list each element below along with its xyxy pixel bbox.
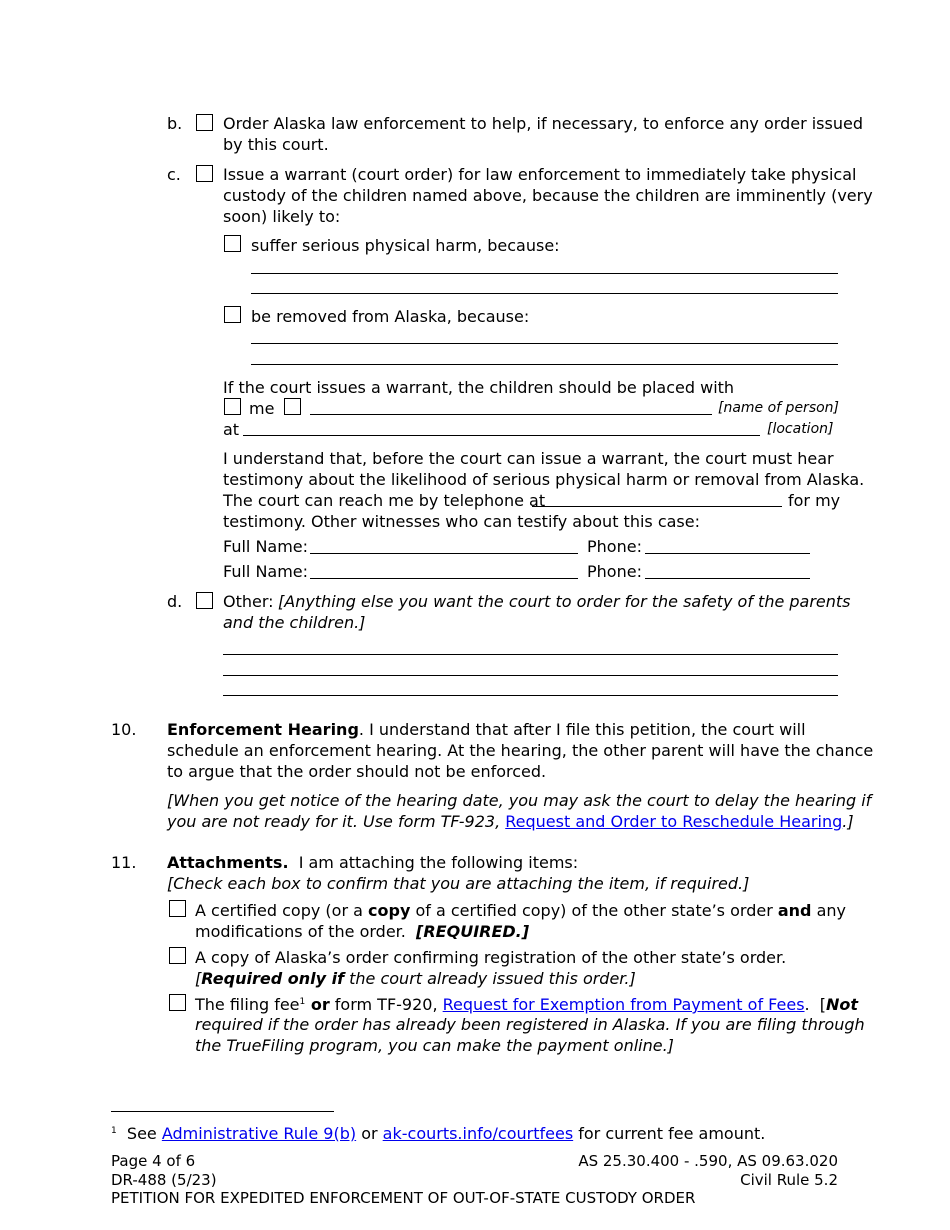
attachment-3-not: Not xyxy=(826,995,859,1014)
item-c-checkbox[interactable] xyxy=(196,165,213,182)
attachment-3-text-a: The filing fee xyxy=(195,995,300,1014)
item-c-text: Issue a warrant (court order) for law enforcement to immediately take physical xyxy=(223,165,857,184)
person-name-field[interactable] xyxy=(310,414,712,415)
attachment-2-line-2 xyxy=(195,968,636,989)
attachment-3-or: or xyxy=(305,995,330,1014)
witness-2-phone-field[interactable] xyxy=(645,578,810,579)
section-10-line-3: to argue that the order should not be enforced. xyxy=(167,762,547,781)
item-d-letter: d. xyxy=(167,592,183,611)
administrative-rule-link[interactable]: Administrative Rule 9(b) xyxy=(161,1124,357,1143)
footnote-ref: 1 xyxy=(299,997,306,1007)
section-10-note-end: .] xyxy=(842,812,854,831)
item-c-text-2: custody of the children named above, because the children are imminently (very xyxy=(223,186,873,205)
section-11-line-1 xyxy=(167,852,578,873)
testimony-text-1: I understand that, before the court can issue a warrant, the court must hear xyxy=(223,449,834,468)
footnote xyxy=(111,1123,765,1144)
removed-label: be removed from Alaska, because: xyxy=(251,307,530,326)
footnote-text-b: or xyxy=(356,1124,383,1143)
witness-1-name-label: Full Name: xyxy=(223,537,309,556)
attachment-1-required: [REQUIRED.] xyxy=(416,922,530,941)
footnote-marker: 1 xyxy=(111,1126,117,1136)
witness-2-phone-label: Phone: xyxy=(587,562,642,581)
attachment-3-line-1 xyxy=(195,994,858,1015)
name-hint: [name of person] xyxy=(718,400,840,416)
reschedule-hearing-link[interactable]: Request and Order to Reschedule Hearing xyxy=(505,812,843,831)
section-10-number: 10. xyxy=(111,720,137,739)
harm-checkbox[interactable] xyxy=(224,235,241,252)
telephone-field[interactable] xyxy=(532,506,782,507)
attachment-2-required-only: Required only if xyxy=(201,969,345,988)
testimony-text-2: testimony about the likelihood of serious physical harm or removal from Alaska. xyxy=(223,470,865,489)
me-label: me xyxy=(249,399,275,418)
footer-title: PETITION FOR EXPEDITED ENFORCEMENT OF OUT-OF-STATE CUSTODY ORDER xyxy=(111,1189,696,1207)
other-line-3[interactable] xyxy=(223,695,838,696)
attachment-3-text-d: . [ xyxy=(804,995,827,1014)
attachment-1-line-2-text: modifications of the order. xyxy=(195,922,417,941)
placed-with-me-checkbox[interactable] xyxy=(224,398,241,415)
section-11-number: 11. xyxy=(111,853,137,872)
item-b-text: Order Alaska law enforcement to help, if necessary, to enforce any order issued xyxy=(223,114,863,133)
item-d-checkbox[interactable] xyxy=(196,592,213,609)
item-d-label: Other: xyxy=(223,592,274,611)
footnote-text-c: for current fee amount. xyxy=(573,1124,766,1143)
testimony-text-3: The court can reach me by telephone at xyxy=(223,491,546,510)
attachment-1-checkbox[interactable] xyxy=(169,900,186,917)
fee-exemption-link[interactable]: Request for Exemption from Payment of Fees xyxy=(442,995,805,1014)
placed-with-other-checkbox[interactable] xyxy=(284,398,301,415)
harm-reason-line-2[interactable] xyxy=(251,293,838,294)
section-10-note-1: [When you get notice of the hearing date, you may ask the court to delay the hearing if xyxy=(167,791,872,810)
testimony-text-4: testimony. Other witnesses who can testify about this case: xyxy=(223,512,700,531)
section-10-note-2 xyxy=(167,811,854,832)
attachment-1-text-c: of a certified copy) of the other state’s order xyxy=(410,901,778,920)
harm-reason-line-1[interactable] xyxy=(251,273,838,274)
section-11-heading: Attachments. xyxy=(167,853,289,872)
removed-checkbox[interactable] xyxy=(224,306,241,323)
attachment-1-text-b: copy xyxy=(368,901,411,920)
at-label: at xyxy=(223,420,240,439)
placed-with-text: If the court issues a warrant, the children should be placed with xyxy=(223,378,735,397)
item-b-letter: b. xyxy=(167,114,183,133)
item-b-checkbox[interactable] xyxy=(196,114,213,131)
attachment-2-line-1: A copy of Alaska’s order confirming registration of the other state’s order. xyxy=(195,948,787,967)
item-c-text-3: soon) likely to: xyxy=(223,207,341,226)
harm-label: suffer serious physical harm, because: xyxy=(251,236,560,255)
attachment-1-line-1 xyxy=(195,900,846,921)
attachment-3-line-3: the TrueFiling program, you can make the payment online.] xyxy=(195,1036,674,1055)
witness-2-name-label: Full Name: xyxy=(223,562,309,581)
item-b-text-2: by this court. xyxy=(223,135,329,154)
removed-reason-line-1[interactable] xyxy=(251,343,838,344)
witness-1-name-field[interactable] xyxy=(310,553,578,554)
footer-rule: Civil Rule 5.2 xyxy=(740,1171,838,1189)
location-hint: [location] xyxy=(767,421,834,437)
attachment-2-line-2-text: the court already issued this order.] xyxy=(344,969,636,988)
other-line-2[interactable] xyxy=(223,675,838,676)
attachment-3-line-2: required if the order has already been registered in Alaska. If you are filing through xyxy=(195,1015,865,1034)
section-11-instruction: [Check each box to confirm that you are attaching the item, if required.] xyxy=(167,874,750,893)
footer-page: Page 4 of 6 xyxy=(111,1152,196,1170)
footer-statutes: AS 25.30.400 - .590, AS 09.63.020 xyxy=(578,1152,838,1170)
removed-reason-line-2[interactable] xyxy=(251,364,838,365)
footnote-text-a: See xyxy=(126,1124,162,1143)
section-10-heading: Enforcement Hearing xyxy=(167,720,359,739)
courtfees-link[interactable]: ak-courts.info/courtfees xyxy=(382,1124,574,1143)
witness-1-phone-label: Phone: xyxy=(587,537,642,556)
attachment-1-text-e: any xyxy=(811,901,846,920)
attachment-3-checkbox[interactable] xyxy=(169,994,186,1011)
attachment-2-checkbox[interactable] xyxy=(169,947,186,964)
attachment-2-bracket: [ xyxy=(195,969,202,988)
item-c-letter: c. xyxy=(167,165,181,184)
attachment-1-text-d: and xyxy=(777,901,812,920)
item-d-hint-2: and the children.] xyxy=(223,613,366,632)
testimony-text-3b: for my xyxy=(788,491,841,510)
section-11-intro: I am attaching the following items: xyxy=(288,853,579,872)
witness-2-name-field[interactable] xyxy=(310,578,578,579)
section-10-note-text: you are not ready for it. Use form TF-923, xyxy=(167,812,506,831)
location-field[interactable] xyxy=(243,435,760,436)
attachment-3-text-c: form TF-920, xyxy=(329,995,443,1014)
footer-form-id: DR-488 (5/23) xyxy=(111,1171,217,1189)
section-10-line-2: schedule an enforcement hearing. At the hearing, the other parent will have the chance xyxy=(167,741,874,760)
attachment-1-line-2 xyxy=(195,921,529,942)
witness-1-phone-field[interactable] xyxy=(645,553,810,554)
footnote-divider xyxy=(111,1111,334,1112)
other-line-1[interactable] xyxy=(223,654,838,655)
attachment-1-text-a: A certified copy (or a xyxy=(195,901,369,920)
section-10-line-1 xyxy=(167,719,806,740)
section-10-text: . I understand that after I file this petition, the court will xyxy=(358,720,806,739)
item-d-hint: [Anything else you want the court to order for the safety of the parents xyxy=(278,592,851,611)
